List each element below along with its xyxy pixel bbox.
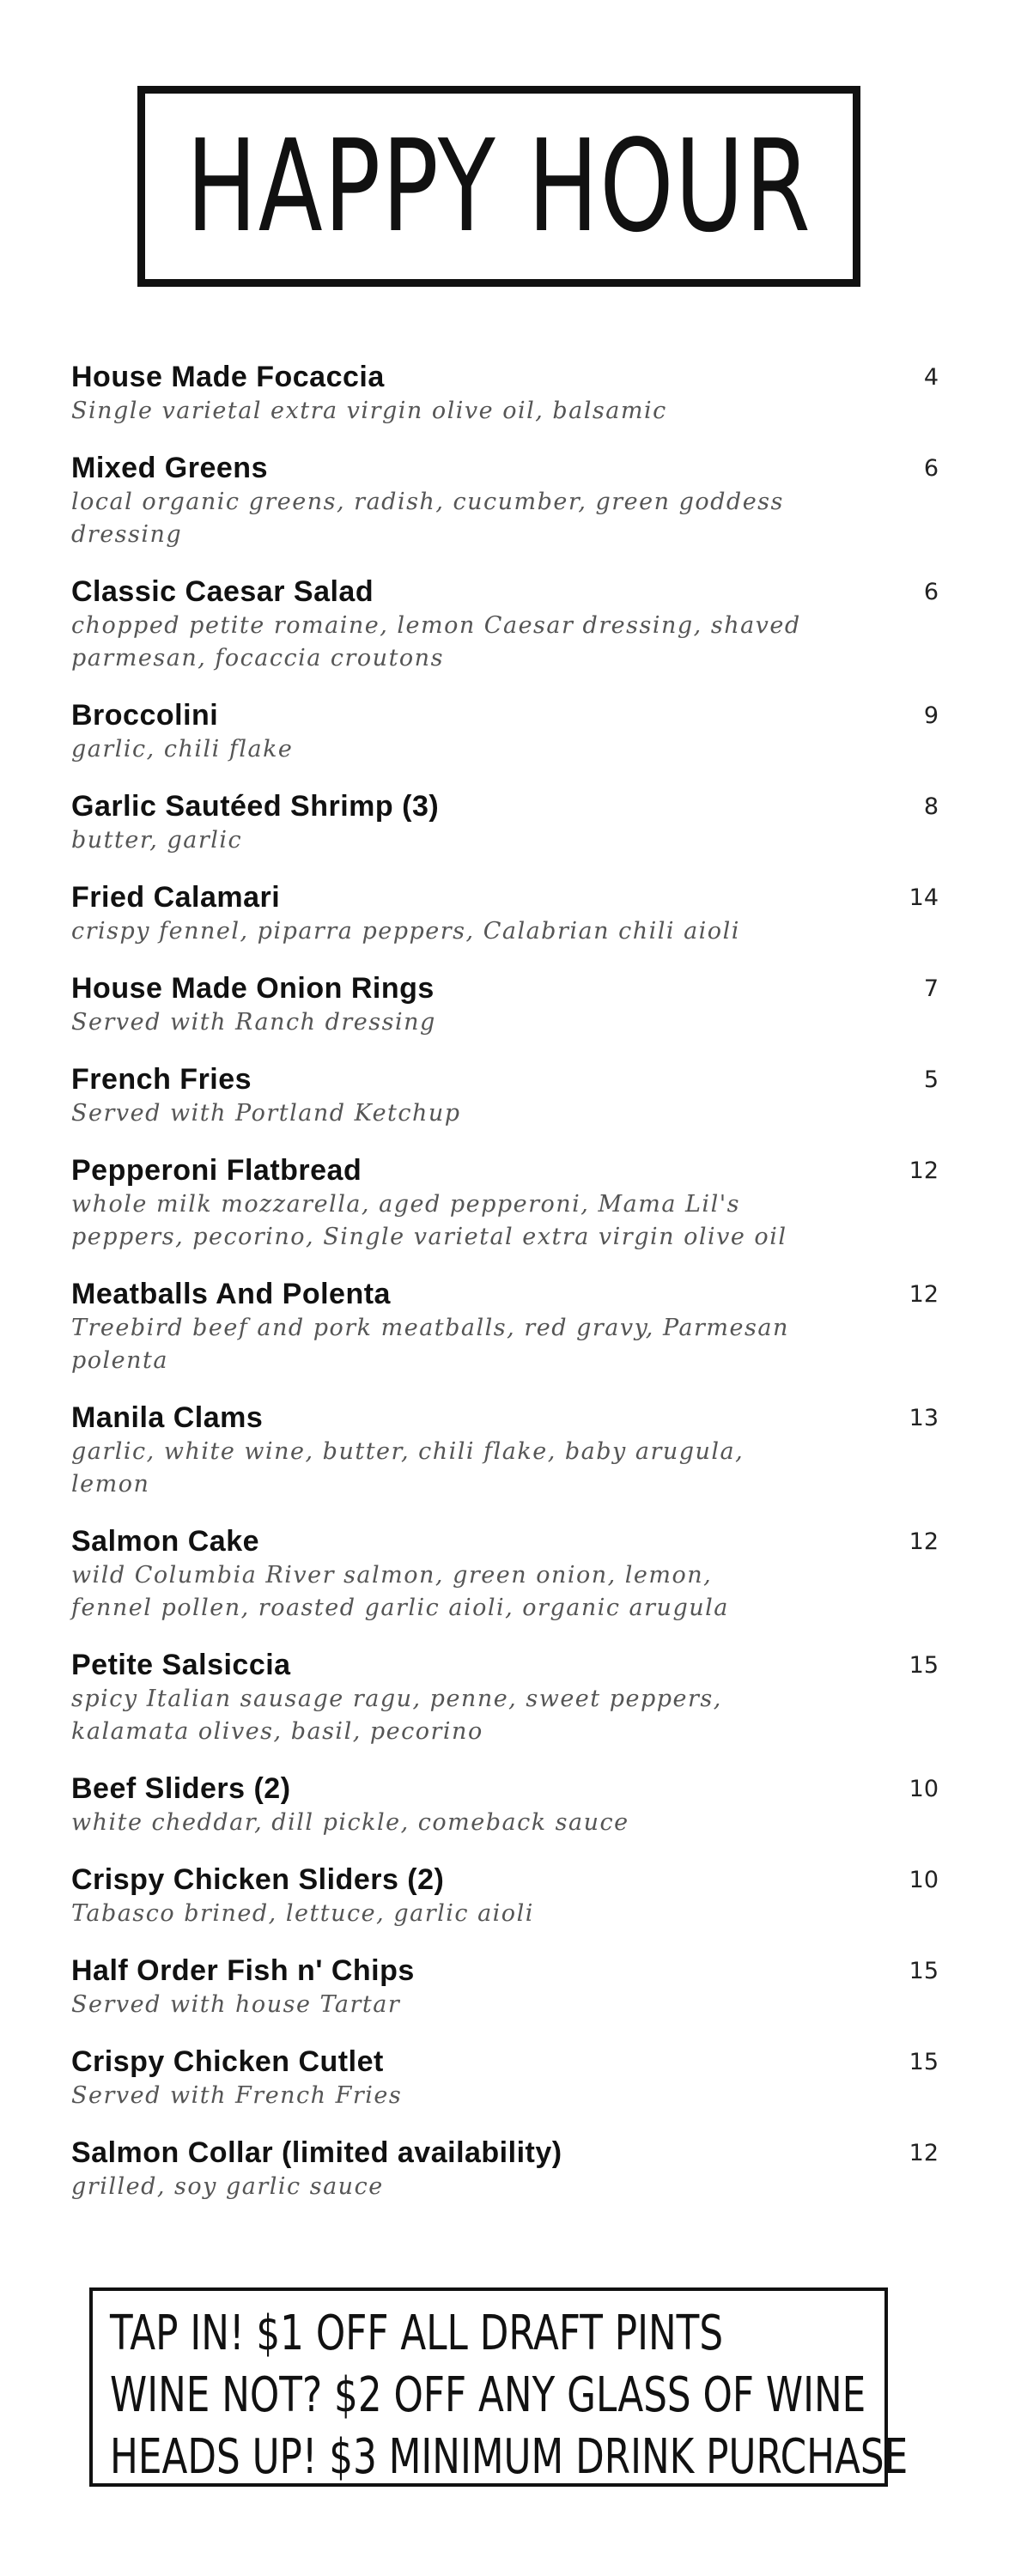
item-description: garlic, white wine, butter, chili flake, baby arugula, lemon bbox=[71, 1438, 745, 1498]
item-name: Meatballs And Polenta bbox=[71, 1278, 391, 1310]
item-price: 10 bbox=[909, 1776, 939, 1802]
item-price: 15 bbox=[909, 2049, 939, 2075]
special-wine: WINE NOT? $2 OFF ANY GLASS OF WINE bbox=[110, 2367, 866, 2423]
item-name: Salmon Collar (limited availability) bbox=[71, 2136, 562, 2169]
item-price: 15 bbox=[909, 1652, 939, 1679]
item-price: 12 bbox=[909, 1157, 939, 1184]
item-description: Single varietal extra virgin olive oil, balsamic bbox=[71, 398, 667, 424]
menu-item-broccolini bbox=[71, 697, 939, 766]
item-description: crispy fennel, piparra peppers, Calabrian chili aioli bbox=[71, 918, 740, 945]
item-description: spicy Italian sausage ragu, penne, sweet peppers, kalamata olives, basil, pecorino bbox=[71, 1686, 722, 1745]
item-price: 10 bbox=[909, 1867, 939, 1893]
item-name: Petite Salsiccia bbox=[71, 1649, 291, 1681]
menu-item-french-fries bbox=[71, 1061, 939, 1130]
menu-item-pepperoni-flatbread bbox=[71, 1152, 939, 1254]
menu-item-fish-n-chips bbox=[71, 1953, 939, 2021]
item-name: Mixed Greens bbox=[71, 452, 268, 484]
item-price: 4 bbox=[923, 364, 939, 391]
menu-item-onion-rings bbox=[71, 970, 939, 1039]
item-description: Served with Portland Ketchup bbox=[71, 1100, 461, 1127]
item-description: Served with French Fries bbox=[71, 2082, 403, 2109]
menu-item-chicken-sliders bbox=[71, 1862, 939, 1930]
menu-item-salmon-cake bbox=[71, 1523, 939, 1625]
item-name: Garlic Sautéed Shrimp (3) bbox=[71, 790, 440, 823]
drink-specials-box bbox=[89, 2287, 909, 2487]
item-name: Crispy Chicken Sliders (2) bbox=[71, 1863, 445, 1896]
item-description: Served with Ranch dressing bbox=[71, 1009, 436, 1036]
menu-item-meatballs-polenta bbox=[71, 1276, 939, 1377]
item-name: Manila Clams bbox=[71, 1401, 264, 1434]
item-price: 13 bbox=[909, 1405, 939, 1431]
item-description: white cheddar, dill pickle, comeback sauce bbox=[71, 1809, 629, 1836]
item-name: Pepperoni Flatbread bbox=[71, 1154, 362, 1187]
item-price: 12 bbox=[909, 1528, 939, 1555]
menu-item-beef-sliders bbox=[71, 1771, 939, 1839]
page-title: HAPPY HOUR bbox=[185, 112, 812, 260]
item-description: chopped petite romaine, lemon Caesar dressing, shaved parmesan, focaccia croutons bbox=[71, 612, 801, 671]
item-name: Salmon Cake bbox=[71, 1525, 260, 1558]
item-description: whole milk mozzarella, aged pepperoni, Mama Lil's peppers, pecorino, Single varietal extra virgin olive oil bbox=[71, 1191, 787, 1250]
special-drink-minimum: HEADS UP! $3 MINIMUM DRINK PURCHASE bbox=[110, 2429, 909, 2485]
item-price: 5 bbox=[923, 1066, 939, 1093]
item-price: 12 bbox=[909, 1281, 939, 1308]
item-name: Broccolini bbox=[71, 699, 219, 732]
item-description: local organic greens, radish, cucumber, green goddess dressing bbox=[71, 489, 784, 548]
item-name: Classic Caesar Salad bbox=[71, 575, 374, 608]
item-name: Half Order Fish n' Chips bbox=[71, 1954, 415, 1987]
menu-item-salmon-collar bbox=[71, 2135, 939, 2203]
item-description: Treebird beef and pork meatballs, red gravy, Parmesan polenta bbox=[71, 1315, 789, 1374]
item-price: 9 bbox=[923, 702, 939, 729]
item-price: 6 bbox=[923, 455, 939, 482]
item-price: 12 bbox=[909, 2140, 939, 2166]
item-price: 14 bbox=[909, 884, 939, 911]
menu-item-garlic-shrimp bbox=[71, 788, 939, 857]
menu-item-caesar-salad bbox=[71, 574, 939, 675]
item-description: wild Columbia River salmon, green onion, lemon, fennel pollen, roasted garlic aioli, organic arugula bbox=[71, 1562, 729, 1621]
item-price: 15 bbox=[909, 1958, 939, 1984]
menu-item-focaccia bbox=[71, 359, 939, 428]
item-name: Fried Calamari bbox=[71, 881, 281, 914]
item-price: 8 bbox=[923, 793, 939, 820]
menu-item-chicken-cutlet bbox=[71, 2044, 939, 2112]
special-draft-pints: TAP IN! $1 OFF ALL DRAFT PINTS bbox=[110, 2306, 724, 2361]
item-price: 6 bbox=[923, 579, 939, 605]
menu-item-mixed-greens bbox=[71, 450, 939, 551]
item-name: Crispy Chicken Cutlet bbox=[71, 2045, 384, 2078]
menu-item-manila-clams bbox=[71, 1400, 939, 1501]
item-name: House Made Onion Rings bbox=[71, 972, 435, 1005]
item-description: butter, garlic bbox=[71, 827, 243, 854]
item-description: Served with house Tartar bbox=[71, 1991, 401, 2018]
menu-item-petite-salsiccia bbox=[71, 1647, 939, 1748]
menu-list bbox=[71, 359, 939, 2226]
menu-item-fried-calamari bbox=[71, 879, 939, 948]
item-name: House Made Focaccia bbox=[71, 361, 385, 393]
item-name: French Fries bbox=[71, 1063, 252, 1096]
item-name: Beef Sliders (2) bbox=[71, 1772, 291, 1805]
title-box bbox=[137, 86, 860, 287]
item-description: garlic, chili flake bbox=[71, 736, 294, 762]
item-price: 7 bbox=[923, 975, 939, 1002]
item-description: Tabasco brined, lettuce, garlic aioli bbox=[71, 1900, 534, 1927]
item-description: grilled, soy garlic sauce bbox=[71, 2173, 384, 2200]
